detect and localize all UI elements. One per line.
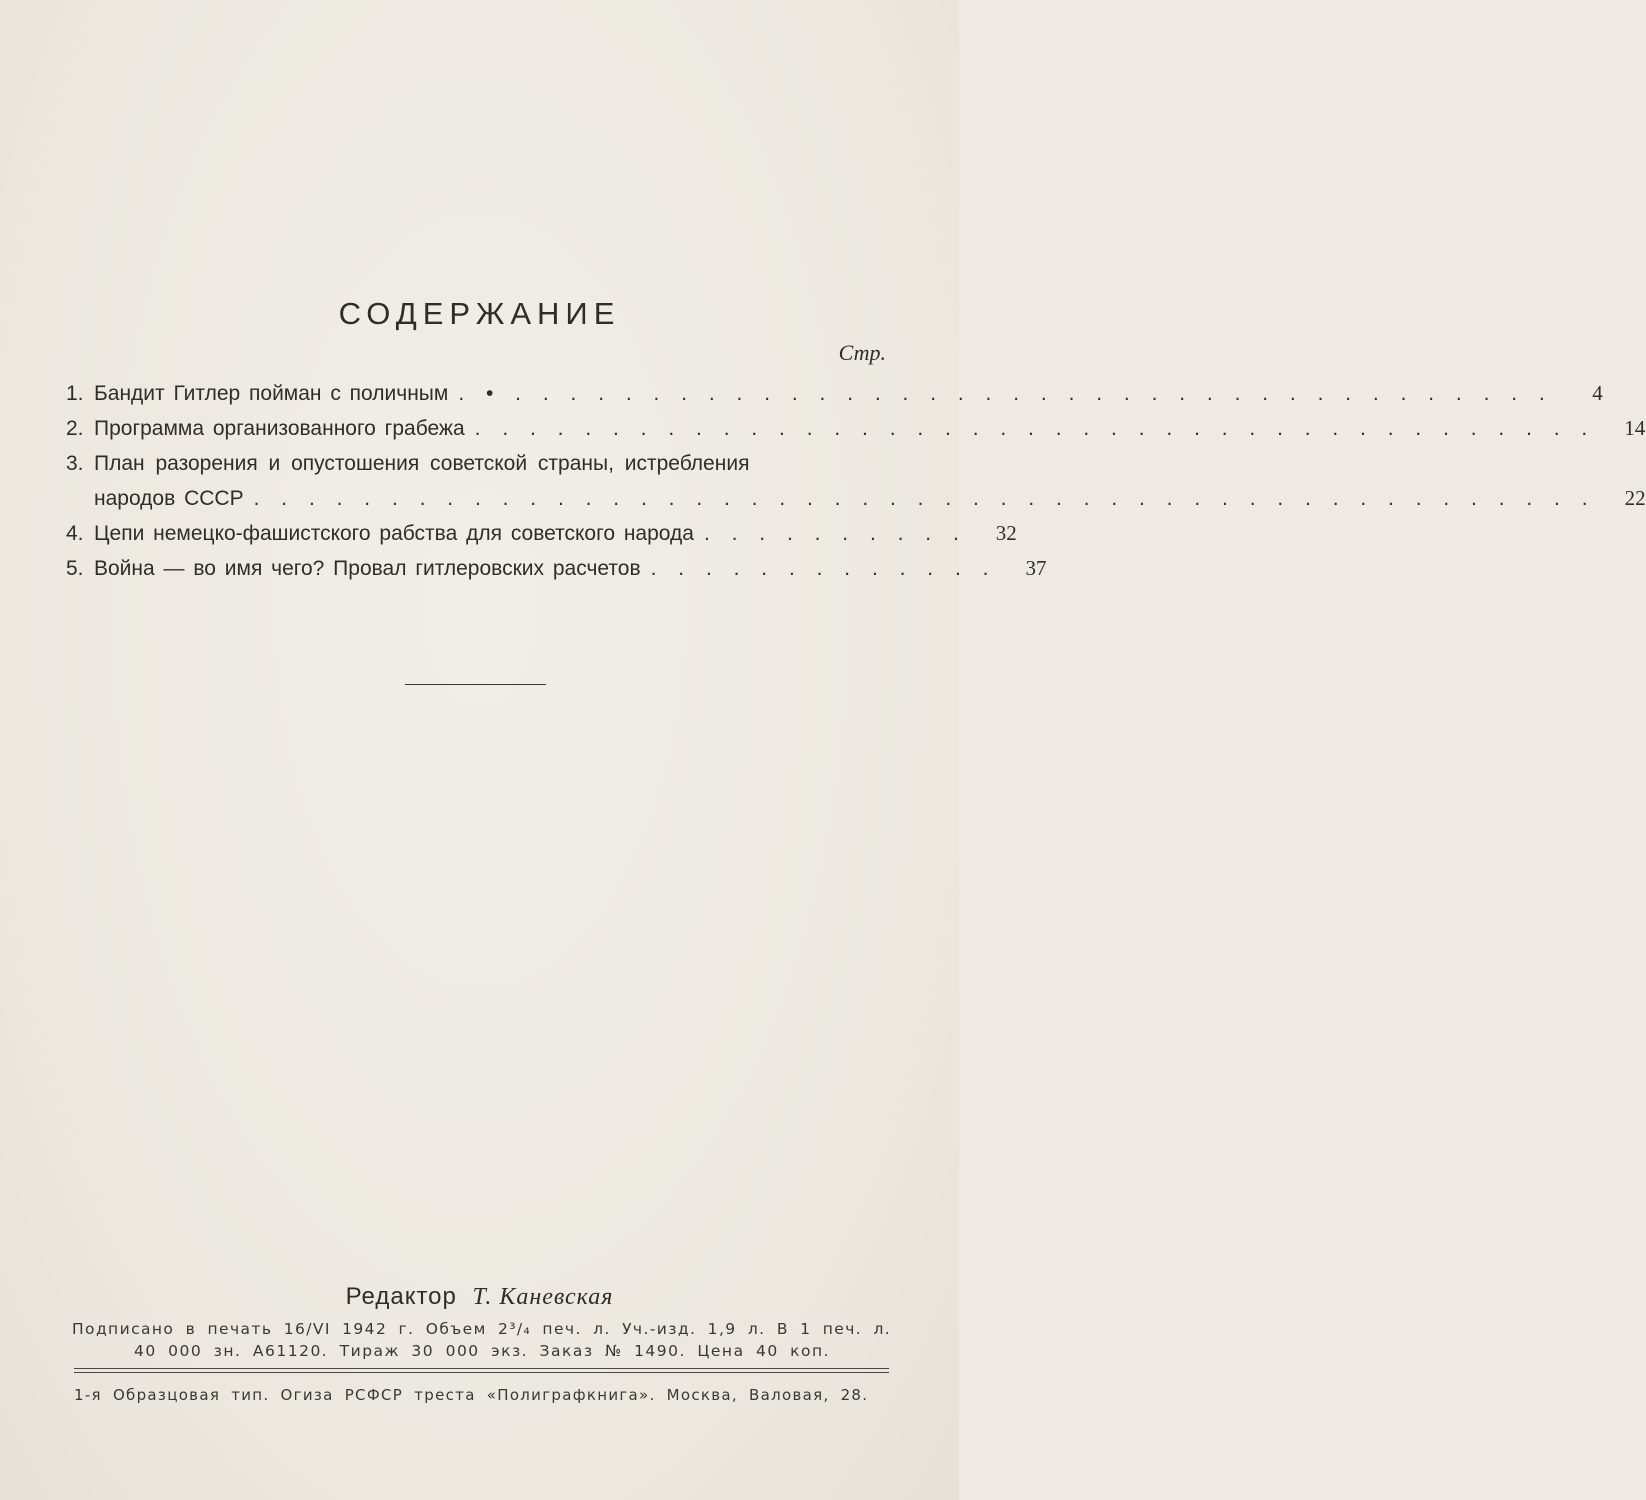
contents-heading: СОДЕРЖАНИЕ	[338, 296, 621, 331]
double-rule	[74, 1368, 889, 1373]
toc-entry-number: 2.	[66, 417, 84, 440]
table-of-contents	[66, 376, 1646, 586]
toc-entry-title: Война — во имя чего? Провал гитлеровских расчетов	[94, 557, 641, 580]
editor-name: Т. Каневская	[472, 1284, 614, 1310]
toc-entry	[66, 446, 1646, 516]
toc-entry	[66, 551, 1047, 586]
toc-entry	[66, 516, 1017, 551]
toc-entry-title: Бандит Гитлер пойман с поличным	[94, 382, 449, 405]
toc-entry-number: 5.	[66, 557, 84, 580]
toc-entry-page: 32	[995, 521, 1017, 545]
editor-credit	[0, 1283, 959, 1311]
editor-label: Редактор	[345, 1283, 457, 1310]
toc-entry-number: 3.	[66, 452, 84, 475]
toc-entry-number: 1.	[66, 382, 84, 405]
toc-dot-leader: . . . . . . . . . . . . . . . . . . . . . . . . . . . . . . . . . . . . . . . . .	[474, 417, 1596, 440]
toc-dot-leader: . . . . . . . . . .	[703, 522, 967, 545]
imprint-line-1: Подписано в печать 16/VI 1942 г. Объем 2³/₄ печ. л. Уч.-изд. 1,9 л. В 1 печ. л.	[72, 1320, 892, 1338]
toc-entry-title: План разорения и опустошения советской страны, истребления	[94, 452, 750, 475]
toc-entry-title-continued: народов СССР	[94, 487, 244, 510]
toc-dot-leader: . • . . . . . . . . . . . . . . . . . . . . . . . . . . . . . . . . . . . . . .	[458, 382, 1553, 405]
toc-entry-page: 37	[1025, 556, 1047, 580]
toc-entry-page: 14	[1624, 416, 1646, 440]
toc-entry-number: 4.	[66, 522, 84, 545]
toc-dot-leader: . . . . . . . . . . . . .	[650, 557, 997, 580]
toc-entry	[66, 376, 1603, 411]
toc-entry-page: 22	[1624, 486, 1646, 510]
imprint-line-2: 40 000 зн. А61120. Тираж 30 000 экз. Заказ № 1490. Цена 40 коп.	[134, 1342, 831, 1360]
toc-dot-leader: . . . . . . . . . . . . . . . . . . . . . . . . . . . . . . . . . . . . . . . . . . . . . . . . .	[253, 487, 1596, 510]
toc-entry-title: Цепи немецко-фашистского рабства для советского народа	[94, 522, 694, 545]
section-divider	[405, 684, 546, 685]
toc-entry-title: Программа организованного грабежа	[94, 417, 465, 440]
printer-line: 1-я Образцовая тип. Огиза РСФСР треста «Полиграфкнига». Москва, Валовая, 28.	[74, 1386, 869, 1404]
toc-entry-page: 4	[1592, 381, 1603, 405]
toc-entry	[66, 411, 1646, 446]
page-column-label: Стр.	[838, 340, 886, 365]
